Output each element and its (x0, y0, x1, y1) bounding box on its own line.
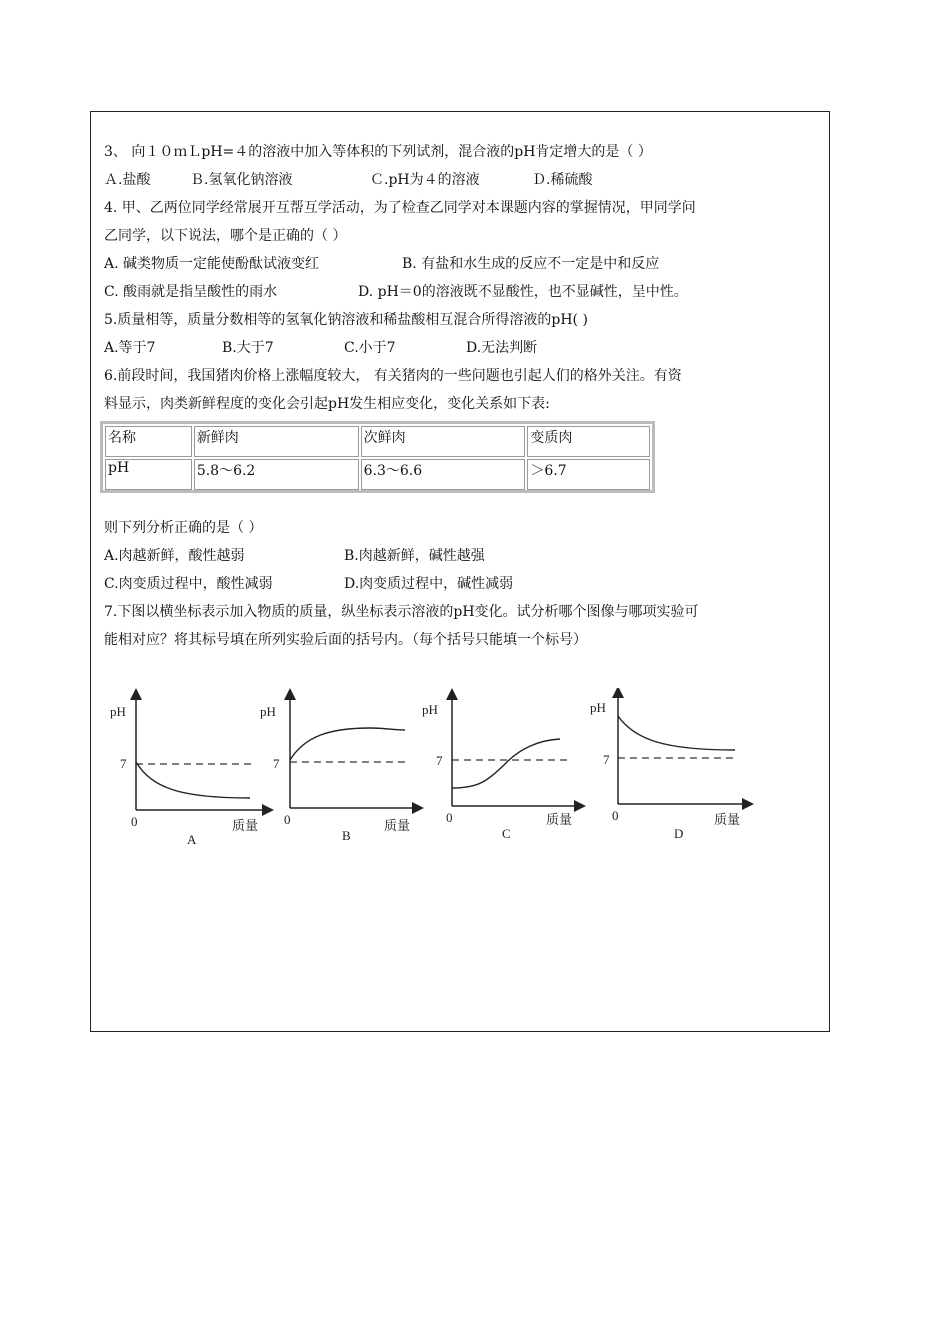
table-header-cell: 新鲜肉 (194, 426, 359, 457)
table-cell: 6.3～6.6 (361, 459, 526, 490)
q5-option-b: B.大于7 (222, 340, 274, 356)
q3-option-c: Ｃ.pH为４的溶液 (370, 172, 480, 188)
graph-c-panel-label: C (502, 826, 511, 841)
graph-c-seven-label: 7 (436, 753, 443, 768)
graph-a-x-label: 质量 (232, 818, 259, 833)
table-header-row (105, 426, 650, 457)
graph-b (260, 694, 418, 843)
table-row (105, 459, 650, 490)
table-header-cell: 名称 (105, 426, 192, 457)
graph-c-y-label: pH (422, 702, 438, 717)
q5-stem: 5.质量相等，质量分数相等的氢氧化钠溶液和稀盐酸相互混合所得溶液的pH( ) (104, 312, 588, 328)
meat-ph-table (100, 421, 655, 493)
graph-a-y-label: pH (110, 704, 126, 719)
table-cell: pH (105, 459, 192, 490)
q6-sub-stem: 则下列分析正确的是（ ） (104, 520, 263, 536)
ph-graphs-svg (100, 688, 760, 858)
q3-stem: 3、 向１０ｍＬpH=４的溶液中加入等体积的下列试剂，混合液的pH肯定增大的是（ ） (104, 144, 652, 160)
graph-d-seven-label: 7 (603, 752, 610, 767)
graph-d-panel-label: D (674, 826, 684, 841)
ph-graphs (100, 688, 760, 858)
graph-d (590, 692, 748, 841)
graph-b-y-label: pH (260, 704, 276, 719)
q5-option-a: A.等于7 (104, 340, 156, 356)
graph-d-y-label: pH (590, 700, 606, 715)
graph-b-seven-label: 7 (273, 756, 280, 771)
graph-c-curve (452, 739, 560, 788)
graph-b-x-label: 质量 (384, 818, 411, 833)
q7-stem-1: 7.下图以横坐标表示加入物质的质量，纵坐标表示溶液的pH变化。试分析哪个图像与哪项实验可 (104, 604, 699, 620)
graph-a-curve (136, 762, 250, 798)
graph-c-x-label: 质量 (546, 812, 573, 827)
q3-option-d: Ｄ.稀硫酸 (532, 172, 593, 188)
q4-option-c: C. 酸雨就是指呈酸性的雨水 (104, 284, 278, 300)
q6-option-c: C.肉变质过程中，酸性减弱 (104, 576, 273, 592)
table-cell: 5.8～6.2 (194, 459, 359, 490)
table-cell: ＞6.7 (527, 459, 650, 490)
graph-d-curve (618, 716, 735, 750)
table-header-cell: 次鲜肉 (361, 426, 526, 457)
graph-d-x-label: 质量 (714, 812, 741, 827)
graph-a-seven-label: 7 (120, 756, 127, 771)
graph-b-curve (290, 728, 405, 760)
graph-c-origin-label: 0 (446, 810, 453, 825)
q7-stem-2: 能相对应？将其标号填在所列实验后面的括号内。（每个括号只能填一个标号） (104, 632, 587, 648)
q6-option-a: A.肉越新鲜，酸性越弱 (104, 548, 245, 564)
q3-option-a: Ａ.盐酸 (104, 172, 151, 188)
graph-a-origin-label: 0 (131, 814, 138, 829)
q4-option-d: D. pH＝0的溶液既不显酸性，也不显碱性，呈中性。 (358, 284, 688, 300)
table-header-cell: 变质肉 (527, 426, 650, 457)
q4-option-a: A. 碱类物质一定能使酚酞试液变红 (104, 256, 320, 272)
graph-a (110, 694, 268, 847)
graph-b-origin-label: 0 (284, 812, 291, 827)
q5-option-c: C.小于7 (344, 340, 396, 356)
question-frame (90, 111, 830, 1032)
graph-a-panel-label: A (187, 832, 197, 847)
graph-b-panel-label: B (342, 828, 351, 843)
q6-option-b: B.肉越新鲜，碱性越强 (344, 548, 485, 564)
graph-d-origin-label: 0 (612, 808, 619, 823)
q4-option-b: B. 有盐和水生成的反应不一定是中和反应 (402, 256, 660, 272)
q5-option-d: D.无法判断 (466, 340, 538, 356)
q4-stem-1: 4. 甲、乙两位同学经常展开互帮互学活动，为了检查乙同学对本课题内容的掌握情况，甲同学问 (104, 200, 696, 216)
graph-c (422, 694, 580, 841)
q6-option-d: D.肉变质过程中，碱性减弱 (344, 576, 514, 592)
q4-stem-2: 乙同学，以下说法，哪个是正确的（ ） (104, 228, 347, 244)
q3-option-b: Ｂ.氢氧化钠溶液 (190, 172, 293, 188)
q6-stem-1: 6.前段时间，我国猪肉价格上涨幅度较大， 有关猪肉的一些问题也引起人们的格外关注。有资 (104, 368, 682, 384)
q6-stem-2: 料显示，肉类新鲜程度的变化会引起pH发生相应变化，变化关系如下表: (104, 396, 550, 412)
